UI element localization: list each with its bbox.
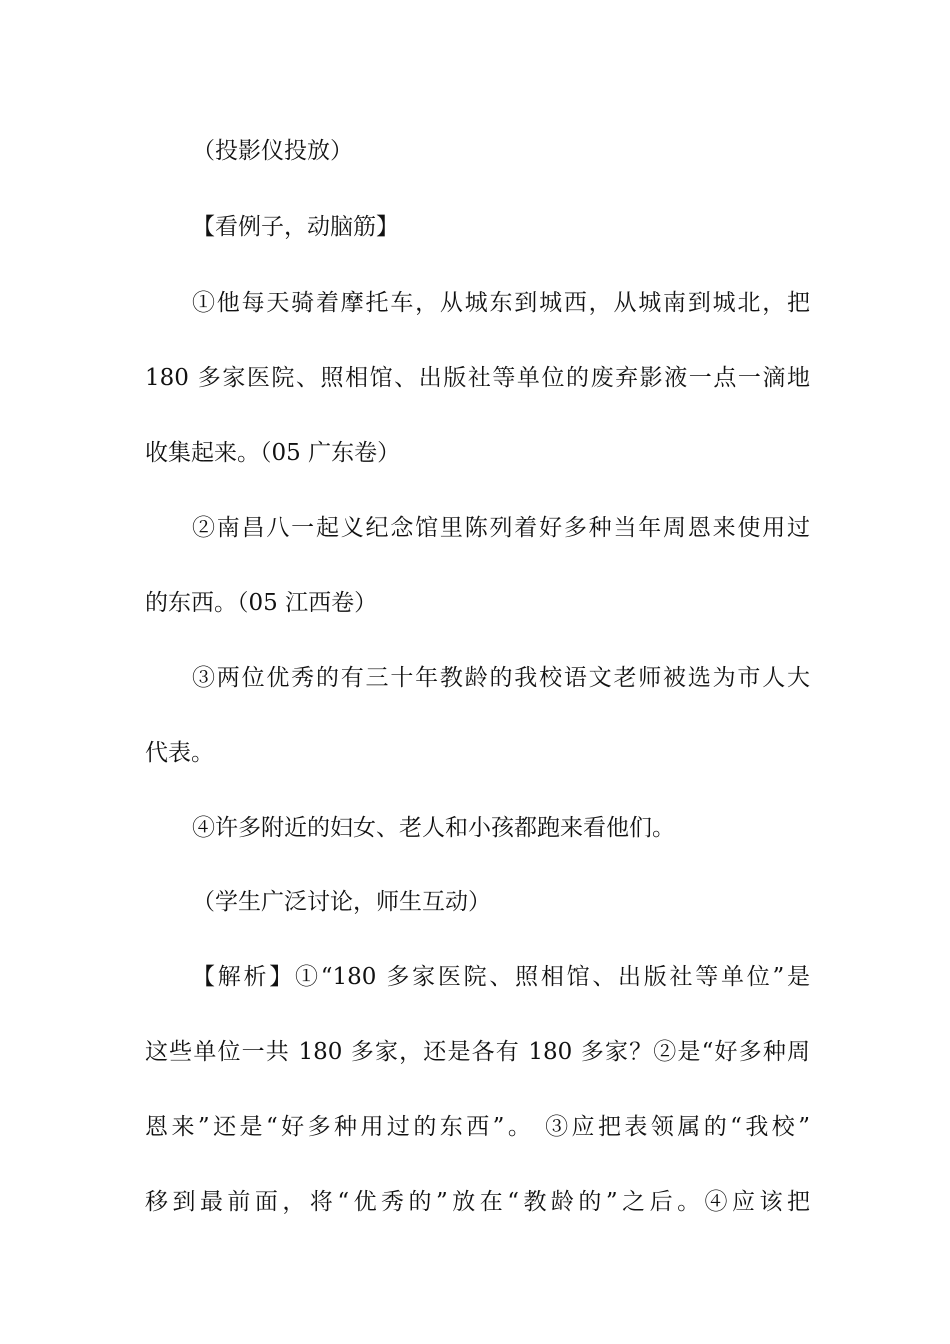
example-4-line-1: ④许多附近的妇女、老人和小孩都跑来看他们。 xyxy=(192,815,675,841)
example-1-line-3: 收集起来。（05 广东卷） xyxy=(145,440,401,466)
example-2-line-1: ②南昌八一起义纪念馆里陈列着好多种当年周恩来使用过 xyxy=(192,515,810,541)
section-heading-examples: 【看例子，动脑筋】 xyxy=(192,214,399,240)
example-3-line-1: ③两位优秀的有三十年教龄的我校语文老师被选为市人大 xyxy=(192,665,810,691)
analysis-line-1: 【解析】①“180 多家医院、照相馆、出版社等单位”是 xyxy=(192,964,810,990)
example-1-line-1: ①他每天骑着摩托车，从城东到城西，从城南到城北，把 xyxy=(192,290,810,316)
example-2-line-2: 的东西。（05 江西卷） xyxy=(145,590,378,616)
example-1-line-2: 180 多家医院、照相馆、出版社等单位的废弃影液一点一滴地 xyxy=(145,365,810,391)
analysis-line-4: 移到最前面，将“优秀的”放在“教龄的”之后。④应该把 xyxy=(145,1189,810,1215)
discussion-note: （学生广泛讨论，师生互动） xyxy=(192,889,491,915)
projection-note: （投影仪投放） xyxy=(192,138,353,164)
analysis-line-2: 这些单位一共 180 多家，还是各有 180 多家？②是“好多种周 xyxy=(145,1039,810,1065)
example-3-line-2: 代表。 xyxy=(145,740,214,766)
analysis-line-3: 恩来”还是“好多种用过的东西”。 ③应把表领属的“我校” xyxy=(145,1114,810,1140)
